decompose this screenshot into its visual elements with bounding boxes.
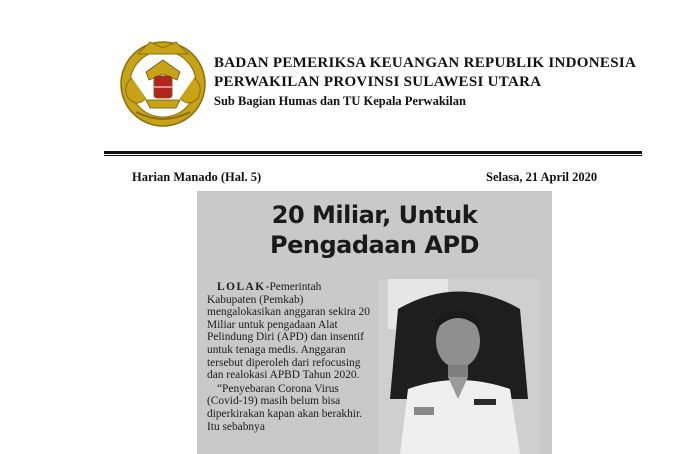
official-photo — [378, 279, 540, 454]
headline-line-2: Pengadaan APD — [270, 231, 479, 259]
header-divider — [104, 151, 642, 154]
bpk-logo — [116, 38, 210, 130]
headline-line-1: 20 Miliar, Untuk — [271, 201, 478, 229]
agency-name: BADAN PEMERIKSA KEUANGAN REPUBLIK INDONESIA — [214, 55, 637, 71]
dateline: LOLAK — [217, 281, 266, 293]
newspaper-source: Harian Manado (Hal. 5) — [132, 170, 262, 184]
article-body — [207, 281, 372, 433]
paragraph-1 — [207, 281, 372, 382]
newspaper-clipping — [197, 191, 552, 454]
publication-date: Selasa, 21 April 2020 — [486, 170, 598, 184]
paragraph-2: “Penyebaran Corona Virus (Covid-19) masih belum bisa diperkirakan kapan akan berakhir. Itu sebabnya — [207, 382, 362, 433]
sub-department: Sub Bagian Humas dan TU Kepala Perwakilan — [214, 94, 466, 108]
header-divider-thin — [104, 155, 642, 156]
regional-office: PERWAKILAN PROVINSI SULAWESI UTARA — [214, 74, 542, 90]
paragraph-1-text: -Pemerintah Kabupaten (Pemkab) mengalokasikan anggaran sekira 20 Miliar untuk pengadaan Alat Pelindung Diri (APD) dan insentif untuk tenaga medis. Anggaran tersebut diperoleh dari refocusing dan realokasi APBD Tahun 2020. — [207, 281, 370, 382]
